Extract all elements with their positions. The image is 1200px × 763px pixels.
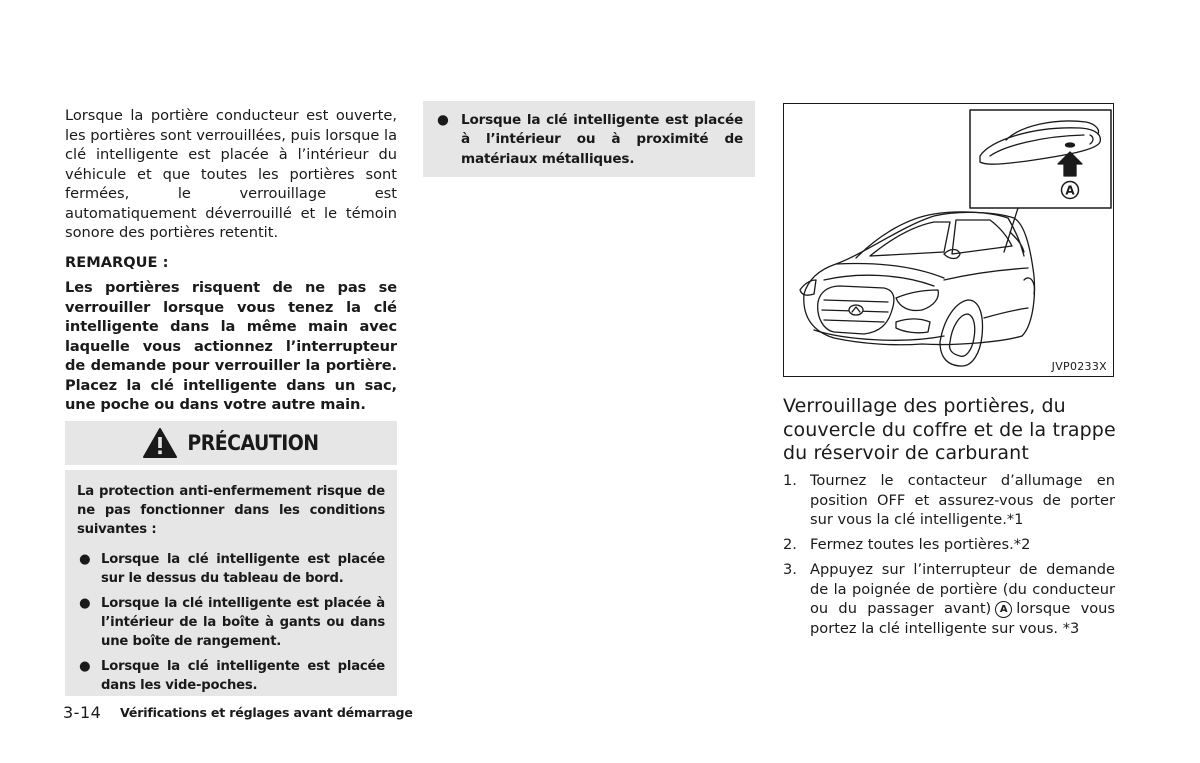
caution-title: PRÉCAUTION [187,431,319,455]
step-item [783,560,1115,638]
remarque-text: Les portières risquent de ne pas se verrouiller lorsque vous tenez la clé intelligente dans la même main avec laquelle vous actionnez l’interrupteur de demande pour verrouiller la portière. Placez la clé intelligente dans un sac, une poche ou dans votre autre main. [65,279,397,413]
step-number: 2. [783,536,797,553]
step-text [810,560,1115,638]
step-text-before: Appuyez sur l’interrupteur de demande de la poignée de portière (du conducteur ou du passager avant) [810,561,1115,617]
step-text: Tournez le contacteur d’allumage en position OFF et assurez-vous de porter sur vous la clé intelligente.*1 [810,472,1115,528]
step-item [783,471,1115,530]
caution-bullet [77,594,385,651]
page-number: 3-14 [63,703,102,722]
caution-bullet [435,111,743,169]
chapter-title: Vérifications et réglages avant démarrage [120,705,413,720]
warning-triangle-icon [143,428,177,458]
caution-bullet-text: Lorsque la clé intelligente est placée dans les vide-poches. [101,659,385,693]
intro-paragraph: Lorsque la portière conducteur est ouverte, les portières sont verrouillées, puis lorsque la clé intelligente est placée à l’intérieur du véhicule et que toutes les portières sont fermées, le verrouillage est automatiquement déverrouillé et le témoin sonore des portières retentit. [65,107,398,241]
step-number: 1. [783,472,797,489]
caution-bullet-text: Lorsque la clé intelligente est placée sur le dessus du tableau de bord. [101,552,385,586]
section-title: Verrouillage des portières, du couvercle du coffre et de la trappe du réservoir de carburant [783,395,1116,465]
step-item [783,535,1115,555]
caution-intro: La protection anti-enfermement risque de ne pas fonctionner dans les conditions suivantes : [77,484,385,537]
bullet-icon: ● [79,552,91,567]
figure-code: JVP0233X [1051,360,1107,373]
step-text-after: lorsque vous portez la clé intelligente sur vous. *3 [810,600,1115,637]
caution-bullet-text: Lorsque la clé intelligente est placée à l’intérieur de la boîte à gants ou dans une boîte de rangement. [101,596,385,649]
car-door-handle-figure [783,103,1114,377]
caution-body [65,470,397,696]
step-text: Fermez toutes les portières.*2 [810,536,1031,553]
caution-bullet [77,657,385,695]
callout-a-icon: A [995,601,1012,618]
figure-callout-label: A [1065,183,1075,198]
continued-caution-box [423,101,755,177]
bullet-icon: ● [79,596,91,611]
step-number: 3. [783,561,797,578]
bullet-icon: ● [79,659,91,674]
caution-bullet [77,550,385,588]
car-illustration [784,104,1114,377]
bullet-icon: ● [437,112,449,128]
caution-bullet-text: Lorsque la clé intelligente est placée à l’intérieur ou à proximité de matériaux métalliques. [461,112,743,167]
remarque-label: REMARQUE : [65,254,169,271]
caution-header [65,421,397,465]
